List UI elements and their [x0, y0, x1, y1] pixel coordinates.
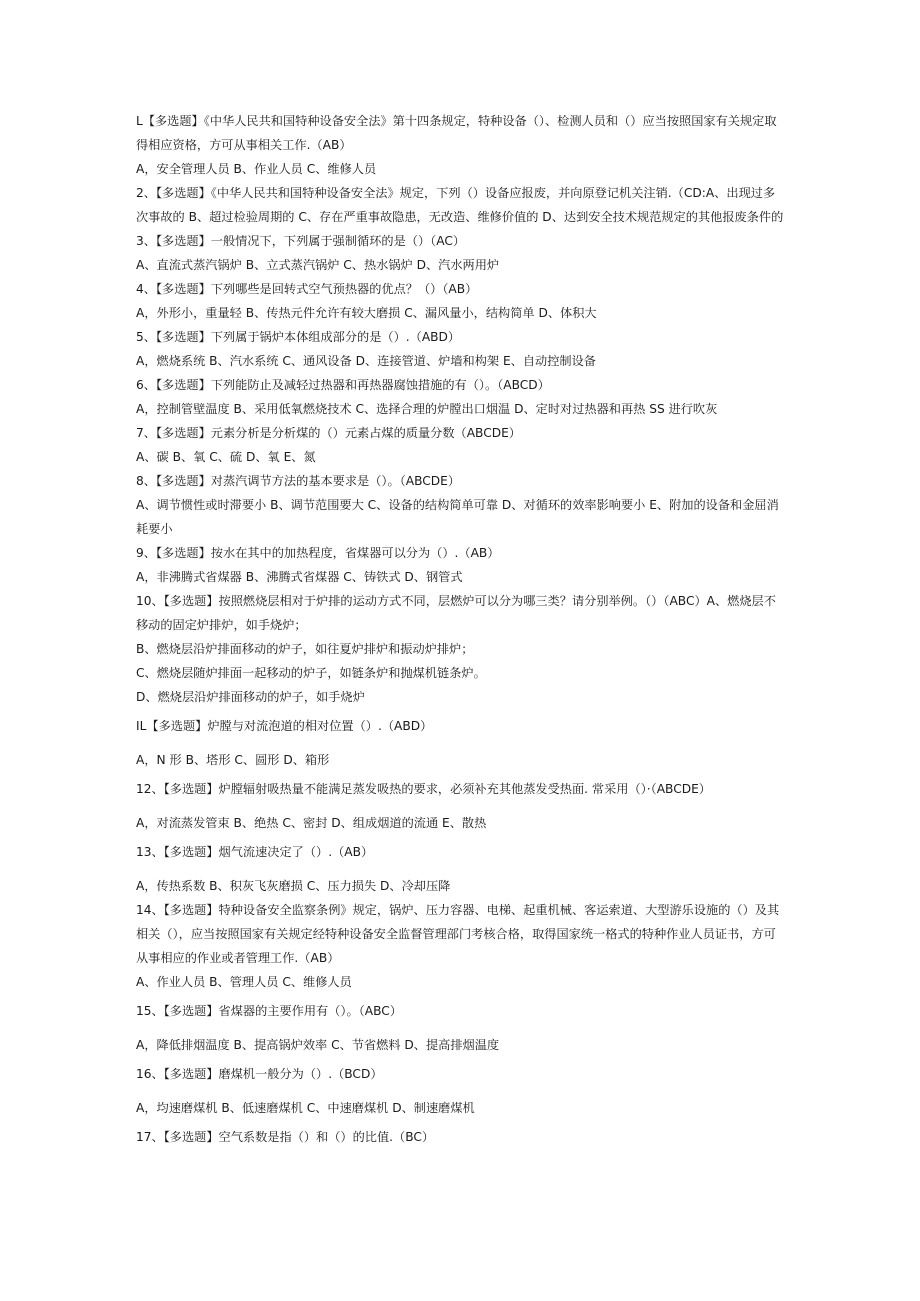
- question-3: 3、【多选题】一般情况下，下列属于强制循环的是（）（AC）: [136, 234, 466, 248]
- answer-options-12: A，对流蒸发管束 B、绝热 C、密封 D、组成烟道的流通 E、散热: [136, 816, 487, 830]
- answer-options-6: A，控制管壁温度 B、采用低氧燃烧技术 C、选择合理的炉膛出口烟温 D、定时对过热器和再热 SS 进行吹灰: [136, 402, 718, 416]
- question-14: 14、【多选题】特种设备安全监察条例》规定，锅炉、压力容器、电梯、起重机械、客运索道、大型游乐设施的（）及其相关（），应当按照国家有关规定经特种设备安全监督管理部门考核合格，取得国家统一格式的特种作业人员证书，方可从事相应的作业或者管理工作.（AB）: [136, 903, 780, 965]
- question-11: IL【多选题】炉膛与对流泡道的相对位置（）.（ABD）: [136, 719, 433, 733]
- answer-option-10b: B、燃烧层沿炉排面移动的炉子，如往夏炉排炉和振动炉排炉；: [136, 642, 474, 656]
- answer-options-8: A、调节惯性或时滞要小 B、调节范围要大 C、设备的结构简单可靠 D、对循环的效率影响要小 E、附加的设备和金屈消耗要小: [136, 498, 779, 536]
- answer-options-4: A，外形小，重量轻 B、传热元件允许有较大磨损 C、漏风量小，结构简单 D、体积大: [136, 306, 597, 320]
- question-1: L【多选题】《中华人民共和国特种设备安全法》第十四条规定，特种设备（）、检测人员和（）应当按照国家有关规定取得相应资格，方可从事相关工作.（AB）: [136, 114, 777, 152]
- question-15: 15、【多选题】省煤器的主要作用有（）。（ABC）: [136, 1004, 402, 1018]
- answer-options-1: A，安全管理人员 B、作业人员 C、维修人员: [136, 162, 377, 176]
- question-4: 4、【多选题】下列哪些是回转式空气预热器的优点？（）（AB）: [136, 282, 478, 296]
- answer-options-15: A，降低排烟温度 B、提高锅炉效率 C、节省燃料 D、提高排烟温度: [136, 1038, 500, 1052]
- answer-options-16: A，均速磨煤机 B、低速磨煤机 C、中速磨煤机 D、制速磨煤机: [136, 1101, 475, 1115]
- answer-options-5: A，燃烧系统 B、汽水系统 C、通风设备 D、连接管道、炉墙和构架 E、自动控制设备: [136, 354, 596, 368]
- question-5: 5、【多选题】下列属于锅炉本体组成部分的是（）.（ABD）: [136, 330, 461, 344]
- question-8: 8、【多选题】对蒸汽调节方法的基本要求是（）。（ABCDE）: [136, 474, 461, 488]
- question-7: 7、【多选题】元素分析是分析煤的（）元素占煤的质量分数（ABCDE）: [136, 426, 521, 440]
- answer-option-10c: C、燃烧层随炉排面一起移动的炉子，如链条炉和抛煤机链条炉。: [136, 666, 486, 680]
- answer-options-9: A，非沸腾式省煤器 B、沸腾式省煤器 C、铸铁式 D、钢管式: [136, 570, 463, 584]
- question-2: 2、【多选题】《中华人民共和国特种设备安全法》规定，下列（）设备应报废，并向原登记机关注销.（CD:A、出现过多次事故的 B、超过检验周期的 C、存在严重事故隐患，无改造、维修价值的 D、达到安全技术规范规定的其他报废条件的: [136, 186, 784, 224]
- answer-options-13: A，传热系数 B、积灰飞灰磨损 C、压力损失 D、冷却压降: [136, 879, 451, 893]
- question-13: 13、【多选题】烟气流速决定了（）.（AB）: [136, 845, 374, 859]
- answer-options-11: A，N 形 B、塔形 C、圆形 D、箱形: [136, 753, 330, 767]
- question-17: 17、【多选题】空气系数是指（）和（）的比值.（BC）: [136, 1130, 435, 1144]
- answer-options-3: A、直流式蒸汽锅炉 B、立式蒸汽锅炉 C、热水锅炉 D、汽水两用炉: [136, 258, 500, 272]
- answer-options-14: A、作业人员 B、管理人员 C、维修人员: [136, 975, 352, 989]
- question-6: 6、【多选题】下列能防止及减轻过热器和再热器腐蚀措施的有（）。（ABCD）: [136, 378, 550, 392]
- question-10: 10、【多选题】按照燃烧层相对于炉排的运动方式不同，层燃炉可以分为哪三类？请分别举例。（）（ABC）A、燃烧层不移动的固定炉排炉，如手烧炉；: [136, 594, 776, 632]
- answer-options-7: A、碳 B、氧 C、硫 D、氧 E、氮: [136, 450, 316, 464]
- document-body: [136, 109, 786, 1149]
- question-16: 16、【多选题】磨煤机一般分为（）.（BCD）: [136, 1067, 383, 1081]
- answer-option-10d: D、燃烧层沿炉排面移动的炉子，如手烧炉: [136, 690, 365, 704]
- question-12: 12、【多选题】炉膛辐射吸热量不能满足蒸发吸热的要求，必须补充其他蒸发受热面. 常采用（）·（ABCDE）: [136, 782, 711, 796]
- question-9: 9、【多选题】按水在其中的加热程度，省煤器可以分为（）.（AB）: [136, 546, 500, 560]
